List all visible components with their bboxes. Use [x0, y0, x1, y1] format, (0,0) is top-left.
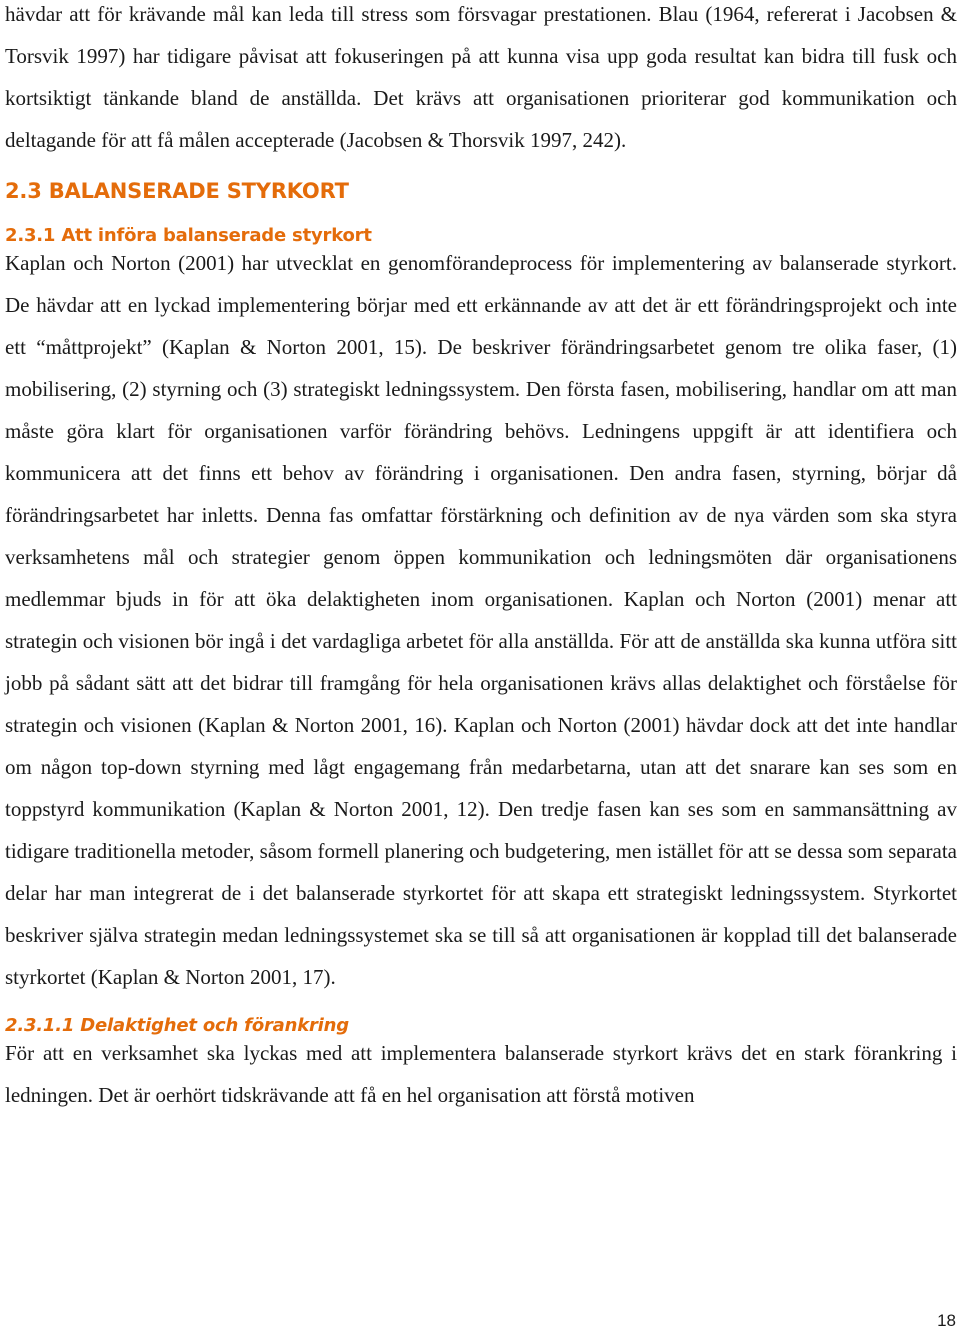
page-number: 18 — [937, 1311, 956, 1330]
section-heading-2-3: 2.3 BALANSERADE STYRKORT — [5, 179, 349, 203]
body-paragraph-anchoring: För att en verksamhet ska lyckas med att implementera balanserade styrkort krävs det en stark förankring i ledningen. Det är oerhört tidskrävande att få en hel organisation att förstå motiven — [5, 1041, 957, 1107]
intro-paragraph: hävdar att för krävande mål kan leda till stress som försvagar prestationen. Blau (1964, refererat i Jacobsen & Torsvik 1997) har tidigare påvisat att fokuseringen på att kunna visa upp goda resultat kan bidra till fusk och kortsiktigt tänkande bland de anställda. Det krävs att organisationen prioriterar god kommunikation och deltagande för att få målen accepterade (Jacobsen & Thorsvik 1997, 242). — [5, 2, 957, 152]
subsection-heading-2-3-1-1: 2.3.1.1 Delaktighet och förankring — [5, 1015, 349, 1036]
subsection-heading-2-3-1: 2.3.1 Att införa balanserade styrkort — [5, 225, 372, 246]
body-paragraph-implementation: Kaplan och Norton (2001) har utvecklat en genomförandeprocess för implementering av balanserade styrkort. De hävdar att en lyckad implementering börjar med ett erkännande av att det är ett förändringsprojekt och inte ett “måttprojekt” (Kaplan & Norton 2001, 15). De beskriver förändringsarbetet genom tre olika faser, (1) mobilisering, (2) styrning och (3) strategiskt ledningssystem. Den första fasen, mobilisering, handlar om att man måste göra klart för organisationen varför förändring behövs. Ledningens uppgift är att identifiera och kommunicera att det finns ett behov av förändring i organisationen. Den andra fasen, styrning, börjar då förändringsarbetet har inletts. Denna fas omfattar förstärkning och definition av de nya värden som ska styra verksamhetens mål och strategier genom öppen kommunikation och ledningsmöten där organisationens medlemmar bjuds in för att öka delaktigheten inom organisationen. Kaplan och Norton (2001) menar att strategin och visionen bör ingå i det vardagliga arbetet för alla anställda. För att de anställda ska kunna utföra sitt jobb på sådant sätt att det bidrar till framgång för hela organisationen krävs allas delaktighet och förståelse för strategin och visionen (Kaplan & Norton 2001, 16). Kaplan och Norton (2001) hävdar dock att det inte handlar om någon top-down styrning med lågt engagemang från medarbetarna, utan att det snarare kan ses som en toppstyrd kommunikation (Kaplan & Norton 2001, 12). Den tredje fasen kan ses som en sammansättning av tidigare traditionella metoder, såsom formell planering och budgetering, men istället för att se dessa som separata delar har man integrerat de i det balanserade styrkortet för att skapa ett strategiskt ledningssystem. Styrkortet beskriver själva strategin medan ledningssystemet ska se till så att organisationen är kopplad till det balanserade styrkortet (Kaplan & Norton 2001, 17). — [5, 251, 957, 989]
document-page — [5, 0, 957, 1116]
